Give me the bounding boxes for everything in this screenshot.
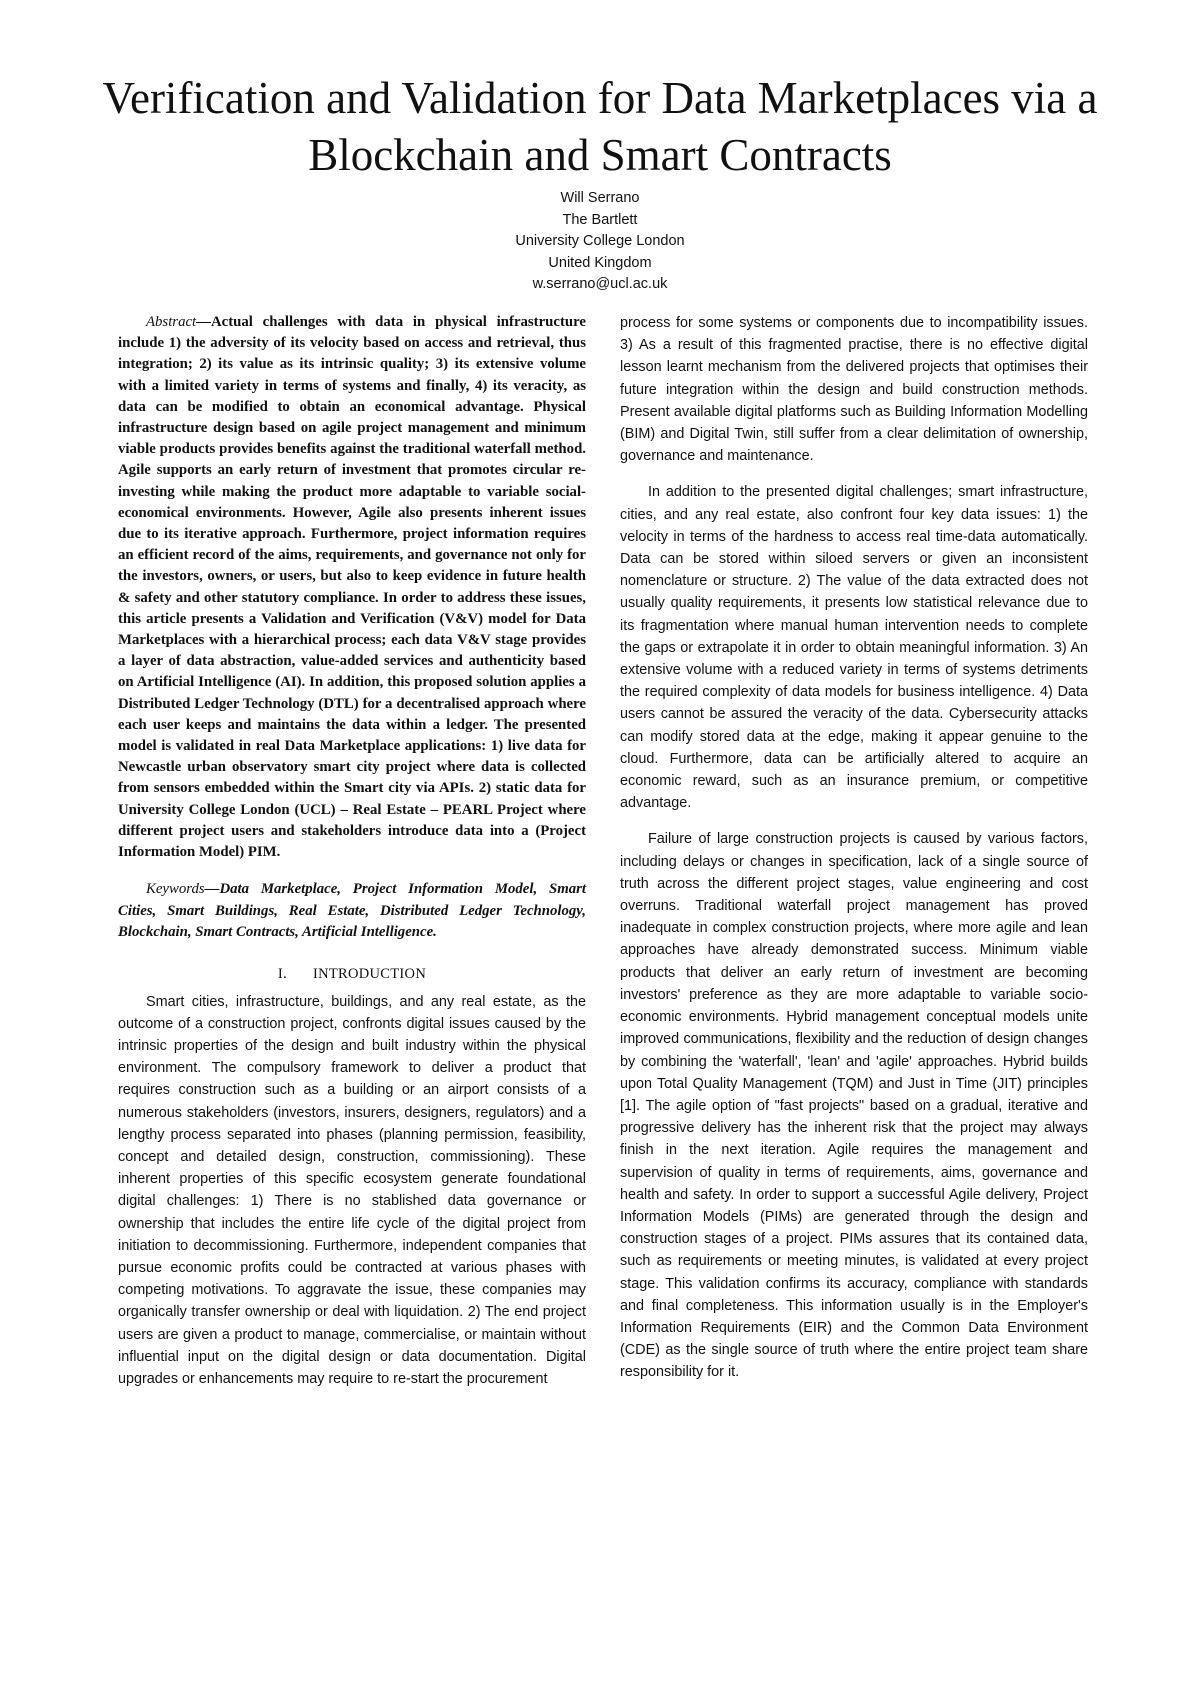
- keywords-text: —Data Marketplace, Project Information Model, Smart Cities, Smart Buildings, Real Estate, Distributed Ledger Technology, Blockchain, Smart Contracts, Artificial Intelligence.: [118, 881, 586, 941]
- body-paragraph: Smart cities, infrastructure, buildings, and any real estate, as the outcome of a construction project, confronts digital issues caused by the intrinsic properties of the design and built industry within the physical environment. The compulsory framework to deliver a product that requires construction such as a building or an airport consists of a numerous stakeholders (investors, insurers, designers, regulators) and a lengthy process separated into phases (planning permission, feasibility, concept and detailed design, construction, commissioning). These inherent properties of this specific ecosystem generate foundational digital challenges: 1) There is no stablished data governance or ownership that includes the entire life cycle of the digital project from initiation to decommissioning. Furthermore, independent companies that pursue economic profits could be contracted at various phases with competing motivations. To aggravate the issue, these companies may organically transfer ownership or deal with liquidation. 2) The end project users are given a product to manage, commercialise, or maintain without influential input on the digital design or data documentation. Digital upgrades or enhancements may require to re-start the procurement: [118, 993, 586, 1387]
- abstract: [118, 312, 586, 863]
- section-number: I.: [277, 965, 287, 982]
- author-email: w.serrano@ucl.ac.uk: [532, 276, 668, 292]
- abstract-text: —Actual challenges with data in physical infrastructure include 1) the adversity of its velocity based on access and retrieval, thus integration; 2) its value as its intrinsic quality; 3) its extensive volume with a limited variety in terms of systems and finally, 4) its veracity, as data can be modified to obtain an economical advantage. Physical infrastructure design based on agile project management and minimum viable products provides benefits against the traditional waterfall method. Agile supports an early return of investment that promotes circular re-investing while making the product more adaptable to variable social-economical environments. However, Agile also presents inherent issues due to its iterative approach. Furthermore, project information requires an efficient record of the aims, requirements, and governance not only for the investors, owners, or users, but also to keep evidence in future health & safety and other statutory compliance. In order to address these issues, this article presents a Validation and Verification (V&V) model for Data Marketplaces with a hierarchical process; each data V&V stage provides a layer of data abstraction, value-added services and authenticity based on Artificial Intelligence (AI). In addition, this proposed solution applies a Distributed Ledger Technology (DTL) for a decentralised approach where each user keeps and maintains the data within a ledger. The presented model is validated in real Data Marketplace applications: 1) live data for Newcastle urban observatory smart city project where data is collected from sensors embedded within the Smart city via APIs. 2) static data for University College London (UCL) – Real Estate – PEARL Project where different project users and stakeholders introduce data into a (Project Information Model) PIM.: [118, 314, 586, 861]
- keywords: [118, 879, 586, 943]
- section-heading-introduction: [118, 966, 586, 983]
- left-column: [118, 312, 586, 1390]
- body-paragraph: In addition to the presented digital challenges; smart infrastructure, cities, and any real estate, also confront four key data issues: 1) the velocity in terms of the hardness to access real time-data automatically. Data can be stored within siloed servers or given an inconsistent nomenclature or structure. 2) The value of the data extracted does not usually quality requirements, it presents low statistical relevance due to its fragmentation where manual human intervention needs to complete the gaps or extrapolate it in order to obtain meaningful information. 3) An extensive volume with a reduced variety in terms of systems detriments the required complexity of data models for business intelligence. 4) Data users cannot be assured the veracity of the data. Cybersecurity attacks can modify stored data at the edge, making it appear genuine to the cloud. Furthermore, data can be artificially altered to acquire an economic reward, such as an insurance premium, or competitive advantage.: [620, 484, 1088, 812]
- abstract-label: Abstract: [146, 314, 197, 330]
- section-title: INTRODUCTION: [312, 965, 427, 982]
- author-institution: University College London: [515, 233, 685, 249]
- body-paragraph: Failure of large construction projects is caused by various factors, including delays or changes in specification, lack of a single source of truth across the different project stages, value engineering and cost overruns. Traditional waterfall project management has proved inadequate in complex construction projects, where more agile and lean approaches have already demonstrated success. Minimum viable products that deliver an early return of investment are becoming investors' preference as they are more adaptable to variable socio-economic environments. Hybrid management conceptual models unite improved communications, flexibility and the reduction of design changes by combining the 'waterfall', 'lean' and 'agile' approaches. Hybrid builds upon Total Quality Management (TQM) and Just in Time (JIT) principles [1]. The agile option of "fast projects" based on a gradual, iterative and progressive delivery has the inherent risk that the project may always finish in the next iteration. Agile requires the management and supervision of quality in terms of requirements, aims, governance and health and safety. In order to support a successful Agile delivery, Project Information Models (PIMs) are generated through the design and construction stages of a project. PIMs assures that its contained data, such as requirements or meeting minutes, is validated at every project stage. This validation confirms its accuracy, compliance with standards and final completeness. This information usually is in the Employer's Information Requirements (EIR) and the Common Data Environment (CDE) as the single source of truth where the entire project team share responsibility for it.: [620, 831, 1088, 1381]
- right-column: [620, 312, 1088, 1384]
- body-paragraph: process for some systems or components due to incompatibility issues. 3) As a result of this fragmented practise, there is no effective digital lesson learnt mechanism from the delivered projects that optimises their future integration within the design and build construction methods. Present available digital platforms such as Building Information Modelling (BIM) and Digital Twin, still suffer from a clear delimitation of ownership, governance and maintenance.: [620, 315, 1088, 465]
- keywords-label: Keywords: [146, 881, 205, 898]
- author-country: United Kingdom: [548, 254, 652, 271]
- author-block: [400, 188, 800, 296]
- author-department: The Bartlett: [562, 211, 638, 228]
- author-name: Will Serrano: [560, 190, 640, 206]
- paper-title: Verification and Validation for Data Marketplaces via a Blockchain and Smart Contracts: [102, 73, 1098, 180]
